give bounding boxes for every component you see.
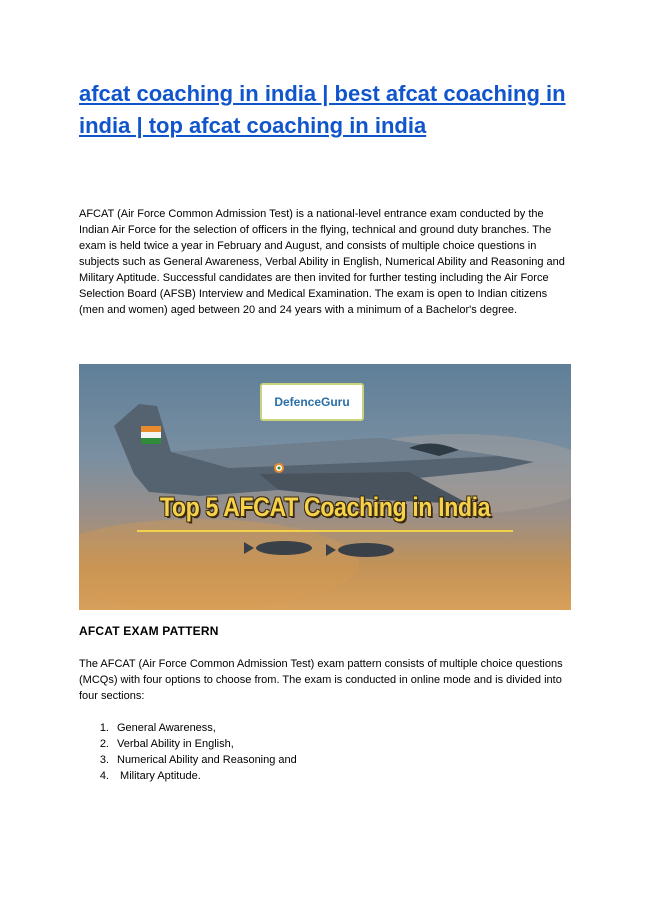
list-number: 2. — [99, 738, 109, 750]
page-title[interactable]: afcat coaching in india | best afcat coaching in india | top afcat coaching in india — [79, 81, 566, 138]
list-label: General Awareness, — [117, 722, 216, 734]
list-label: Numerical Ability and Reasoning and — [117, 754, 297, 766]
list-item — [79, 752, 297, 768]
defenceguru-logo — [260, 383, 364, 421]
list-label: Verbal Ability in English, — [117, 738, 234, 750]
list-number: 4. — [99, 770, 109, 782]
list-item — [79, 736, 297, 752]
exam-pattern-heading: AFCAT EXAM PATTERN — [79, 624, 219, 638]
banner-underline — [137, 530, 513, 532]
banner-image — [79, 364, 571, 610]
list-item — [79, 720, 297, 736]
logo-text: DefenceGuru — [274, 395, 350, 409]
list-item — [79, 768, 297, 784]
banner-headline: Top 5 AFCAT Coaching in India — [159, 492, 491, 522]
list-number: 3. — [99, 754, 109, 766]
exam-pattern-paragraph: The AFCAT (Air Force Common Admission Test) exam pattern consists of multiple choice questions (MCQs) with four options to choose from. The exam is conducted in online mode and is divided into four sections: — [79, 658, 563, 702]
intro-paragraph: AFCAT (Air Force Common Admission Test) is a national-level entrance exam conducted by the Indian Air Force for the selection of officers in the flying, technical and ground duty branches. The exam is held twice a year in February and August, and consists of multiple choice questions in subjects such as General Awareness, Verbal Ability in English, Numerical Ability and Reasoning and Military Aptitude. Successful candidates are then invited for further testing including the Air Force Selection Board (AFSB) Interview and Medical Examination. The exam is open to Indian citizens (men and women) aged between 20 and 24 years with a minimum of a Bachelor's degree. — [79, 208, 565, 316]
list-number: 1. — [99, 722, 109, 734]
sections-list — [79, 720, 297, 784]
list-label: Military Aptitude. — [117, 770, 201, 782]
